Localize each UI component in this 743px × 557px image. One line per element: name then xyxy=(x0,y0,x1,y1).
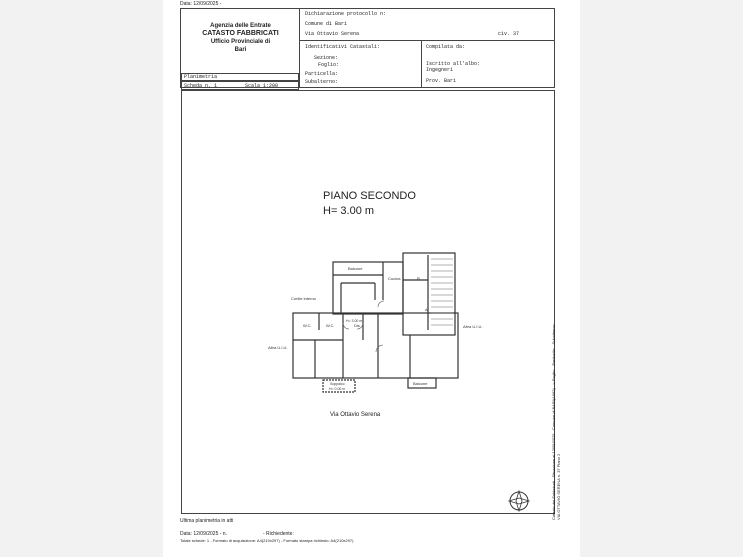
planimetria-label: Planimetria xyxy=(184,74,218,80)
label-wc-1: W.C. xyxy=(303,323,312,328)
compilata-ingegneri: Ingegneri xyxy=(426,67,454,73)
footer-ultima: Ultima planimetria in atti xyxy=(180,518,234,524)
floor-height: H= 3.00 m xyxy=(323,205,375,217)
compilata-title: Compilata da: xyxy=(426,44,466,50)
label-altra-left: Altra U.I.U. xyxy=(268,345,288,350)
label-balcone-top: Balcone xyxy=(348,266,363,271)
compilata-prov: Prov. Bari xyxy=(426,78,457,84)
label-soppalco: Soppalco xyxy=(330,382,345,386)
label-soppalco-h: H= 0.00 m xyxy=(329,387,346,391)
label-cortile: Cortile interno xyxy=(291,296,316,301)
floor-plan xyxy=(263,245,483,405)
side-text-1: Catasto dei Fabbricati - Situazione al 12/09/2025 - Comune di BARI(A662) - < Foglio: - Particella: - Subalterno: xyxy=(551,324,556,520)
identificativi-foglio: Foglio: xyxy=(318,62,340,68)
agency-office: Ufficio Provinciale di xyxy=(210,39,271,45)
street-label: Via Ottavio Serena xyxy=(330,412,381,418)
document-page xyxy=(163,0,580,557)
footer-totale: Totale schede: 1 - Formato di acquisizione: A4(210x297) - Formato stampa richiesto: A4(210x297) xyxy=(180,538,354,543)
identificativi-particella: Particella: xyxy=(305,71,339,77)
planimetria-scheda: Scheda n. 1 xyxy=(184,83,218,89)
protocol-title: Dichiarazione protocollo n: xyxy=(305,11,387,17)
agency-city: Bari xyxy=(234,47,247,53)
label-h-int: H= 3.00 m xyxy=(346,319,363,323)
floor-title: PIANO SECONDO xyxy=(323,190,416,202)
label-stair-a: A xyxy=(425,307,428,312)
identificativi-title: Identificativi Catastali: xyxy=(305,44,381,50)
north-arrow-icon xyxy=(506,488,532,514)
label-r: R xyxy=(417,276,420,281)
agency-block xyxy=(183,22,298,54)
label-dis: Dis xyxy=(354,323,360,328)
side-text-2: VIA OTTAVIO SERENA n. 37 Piano 2 xyxy=(556,453,561,520)
label-cucina: Cucina xyxy=(388,276,401,281)
identificativi-sezione: Sezione: xyxy=(314,55,339,61)
label-balcone-bottom: Balcone xyxy=(413,381,428,386)
footer-richiedente: - Richiedente: xyxy=(263,531,294,537)
planimetria-scala: Scala 1:200 xyxy=(245,83,279,89)
protocol-civ: civ. 37 xyxy=(498,31,520,37)
label-altra-right: Altra U.I.U. xyxy=(463,324,483,329)
protocol-via: Via Ottavio Serena xyxy=(305,31,360,37)
header-date: Data: 12/09/2025 - xyxy=(180,1,222,7)
compilata-iscritto: Iscritto all'albo: xyxy=(426,61,481,67)
protocol-comune: Comune di Bari xyxy=(305,21,348,27)
footer-data: Data: 12/09/2025 - n. xyxy=(180,531,227,537)
identificativi-subalterno: Subalterno: xyxy=(305,79,339,85)
label-wc-2: W.C. xyxy=(326,323,335,328)
agency-catasto: CATASTO FABBRICATI xyxy=(202,30,279,37)
agency-name: Agenzia delle Entrate xyxy=(210,23,271,29)
